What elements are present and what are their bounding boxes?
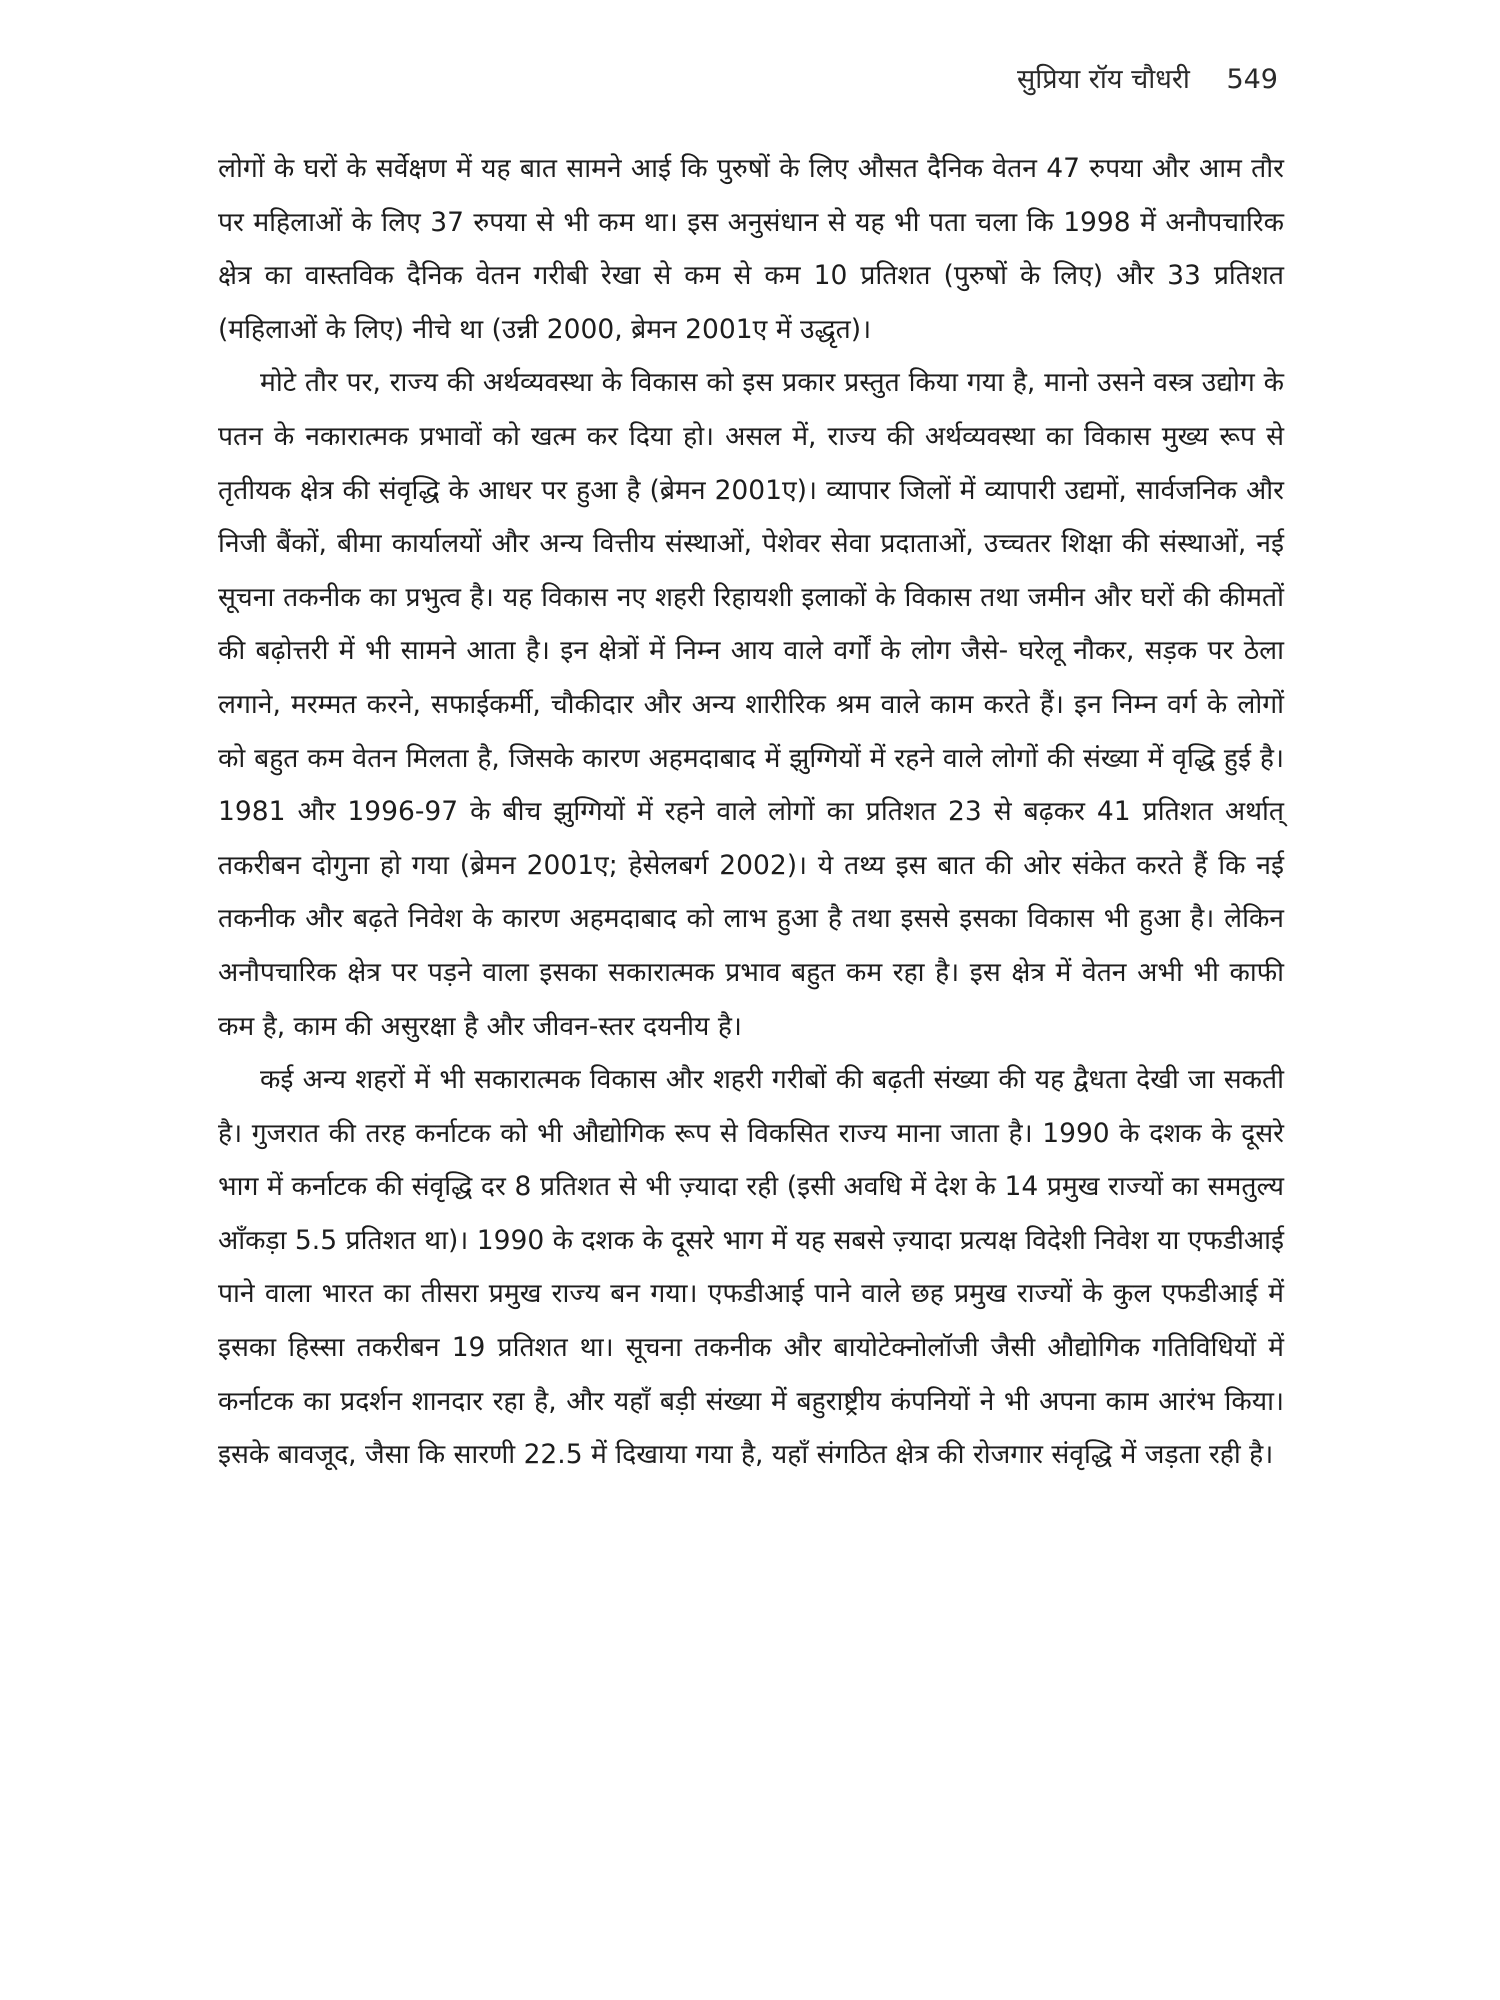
- paragraph: कई अन्य शहरों में भी सकारात्मक विकास और शहरी गरीबों की बढ़ती संख्या की यह द्वैधता देखी जा सकती है। गुजरात की तरह कर्नाटक को भी औद्योगिक रूप से विकसित राज्य माना जाता है। 1990 के दशक के दूसरे भाग में कर्नाटक की संवृद्धि दर 8 प्रतिशत से भी ज़्यादा रही (इसी अवधि में देश के 14 प्रमुख राज्यों का समतुल्य आँकड़ा 5.5 प्रतिशत था)। 1990 के दशक के दूसरे भाग में यह सबसे ज़्यादा प्रत्यक्ष विदेशी निवेश या एफडीआई पाने वाला भारत का तीसरा प्रमुख राज्य बन गया। एफडीआई पाने वाले छह प्रमुख राज्यों के कुल एफडीआई में इसका हिस्सा तकरीबन 19 प्रतिशत था। सूचना तकनीक और बायोटेक्नोलॉजी जैसी औद्योगिक गतिविधियों में कर्नाटक का प्रदर्शन शानदार रहा है, और यहाँ बड़ी संख्या में बहुराष्ट्रीय कंपनियों ने भी अपना काम आरंभ किया। इसके बावजूद, जैसा कि सारणी 22.5 में दिखाया गया है, यहाँ संगठित क्षेत्र की रोजगार संवृद्धि में जड़ता रही है।: [218, 1064, 1284, 1471]
- paragraph: मोटे तौर पर, राज्य की अर्थव्यवस्था के विकास को इस प्रकार प्रस्तुत किया गया है, मानो उसने वस्त्र उद्योग के पतन के नकारात्मक प्रभावों को खत्म कर दिया हो। असल में, राज्य की अर्थव्यवस्था का विकास मुख्य रूप से तृतीयक क्षेत्र की संवृद्धि के आधर पर हुआ है (ब्रेमन 2001ए)। व्यापार जिलों में व्यापारी उद्यमों, सार्वजनिक और निजी बैंकों, बीमा कार्यालयों और अन्य वित्तीय संस्थाओं, पेशेवर सेवा प्रदाताओं, उच्चतर शिक्षा की संस्थाओं, नई सूचना तकनीक का प्रभुत्व है। यह विकास नए शहरी रिहायशी इलाकों के विकास तथा जमीन और घरों की कीमतों की बढ़ोत्तरी में भी सामने आता है। इन क्षेत्रों में निम्न आय वाले वर्गों के लोग जैसे- घरेलू नौकर, सड़क पर ठेला लगाने, मरम्मत करने, सफाईकर्मी, चौकीदार और अन्य शारीरिक श्रम वाले काम करते हैं। इन निम्न वर्ग के लोगों को बहुत कम वेतन मिलता है, जिसके कारण अहमदाबाद में झुग्गियों में रहने वाले लोगों की संख्या में वृद्धि हुई है। 1981 और 1996-97 के बीच झुग्गियों में रहने वाले लोगों का प्रतिशत 23 से बढ़कर 41 प्रतिशत अर्थात् तकरीबन दोगुना हो गया (ब्रेमन 2001ए; हेसेलबर्ग 2002)। ये तथ्य इस बात की ओर संकेत करते हैं कि नई तकनीक और बढ़ते निवेश के कारण अहमदाबाद को लाभ हुआ है तथा इससे इसका विकास भी हुआ है। लेकिन अनौपचारिक क्षेत्र पर पड़ने वाला इसका सकारात्मक प्रभाव बहुत कम रहा है। इस क्षेत्र में वेतन अभी भी काफी कम है, काम की असुरक्षा है और जीवन-स्तर दयनीय है।: [218, 367, 1284, 1042]
- page-number: 549: [1226, 64, 1278, 95]
- body-text: [218, 142, 1284, 1482]
- running-head: [1017, 64, 1278, 96]
- running-head-author: सुप्रिया रॉय चौधरी: [1016, 64, 1190, 95]
- paragraph-continued: लोगों के घरों के सर्वेक्षण में यह बात सामने आई कि पुरुषों के लिए औसत दैनिक वेतन 47 रुपया और आम तौर पर महिलाओं के लिए 37 रुपया से भी कम था। इस अनुसंधान से यह भी पता चला कि 1998 में अनौपचारिक क्षेत्र का वास्तविक दैनिक वेतन गरीबी रेखा से कम से कम 10 प्रतिशत (पुरुषों के लिए) और 33 प्रतिशत (महिलाओं के लिए) नीचे था (उन्नी 2000, ब्रेमन 2001ए में उद्धृत)।: [218, 153, 1284, 345]
